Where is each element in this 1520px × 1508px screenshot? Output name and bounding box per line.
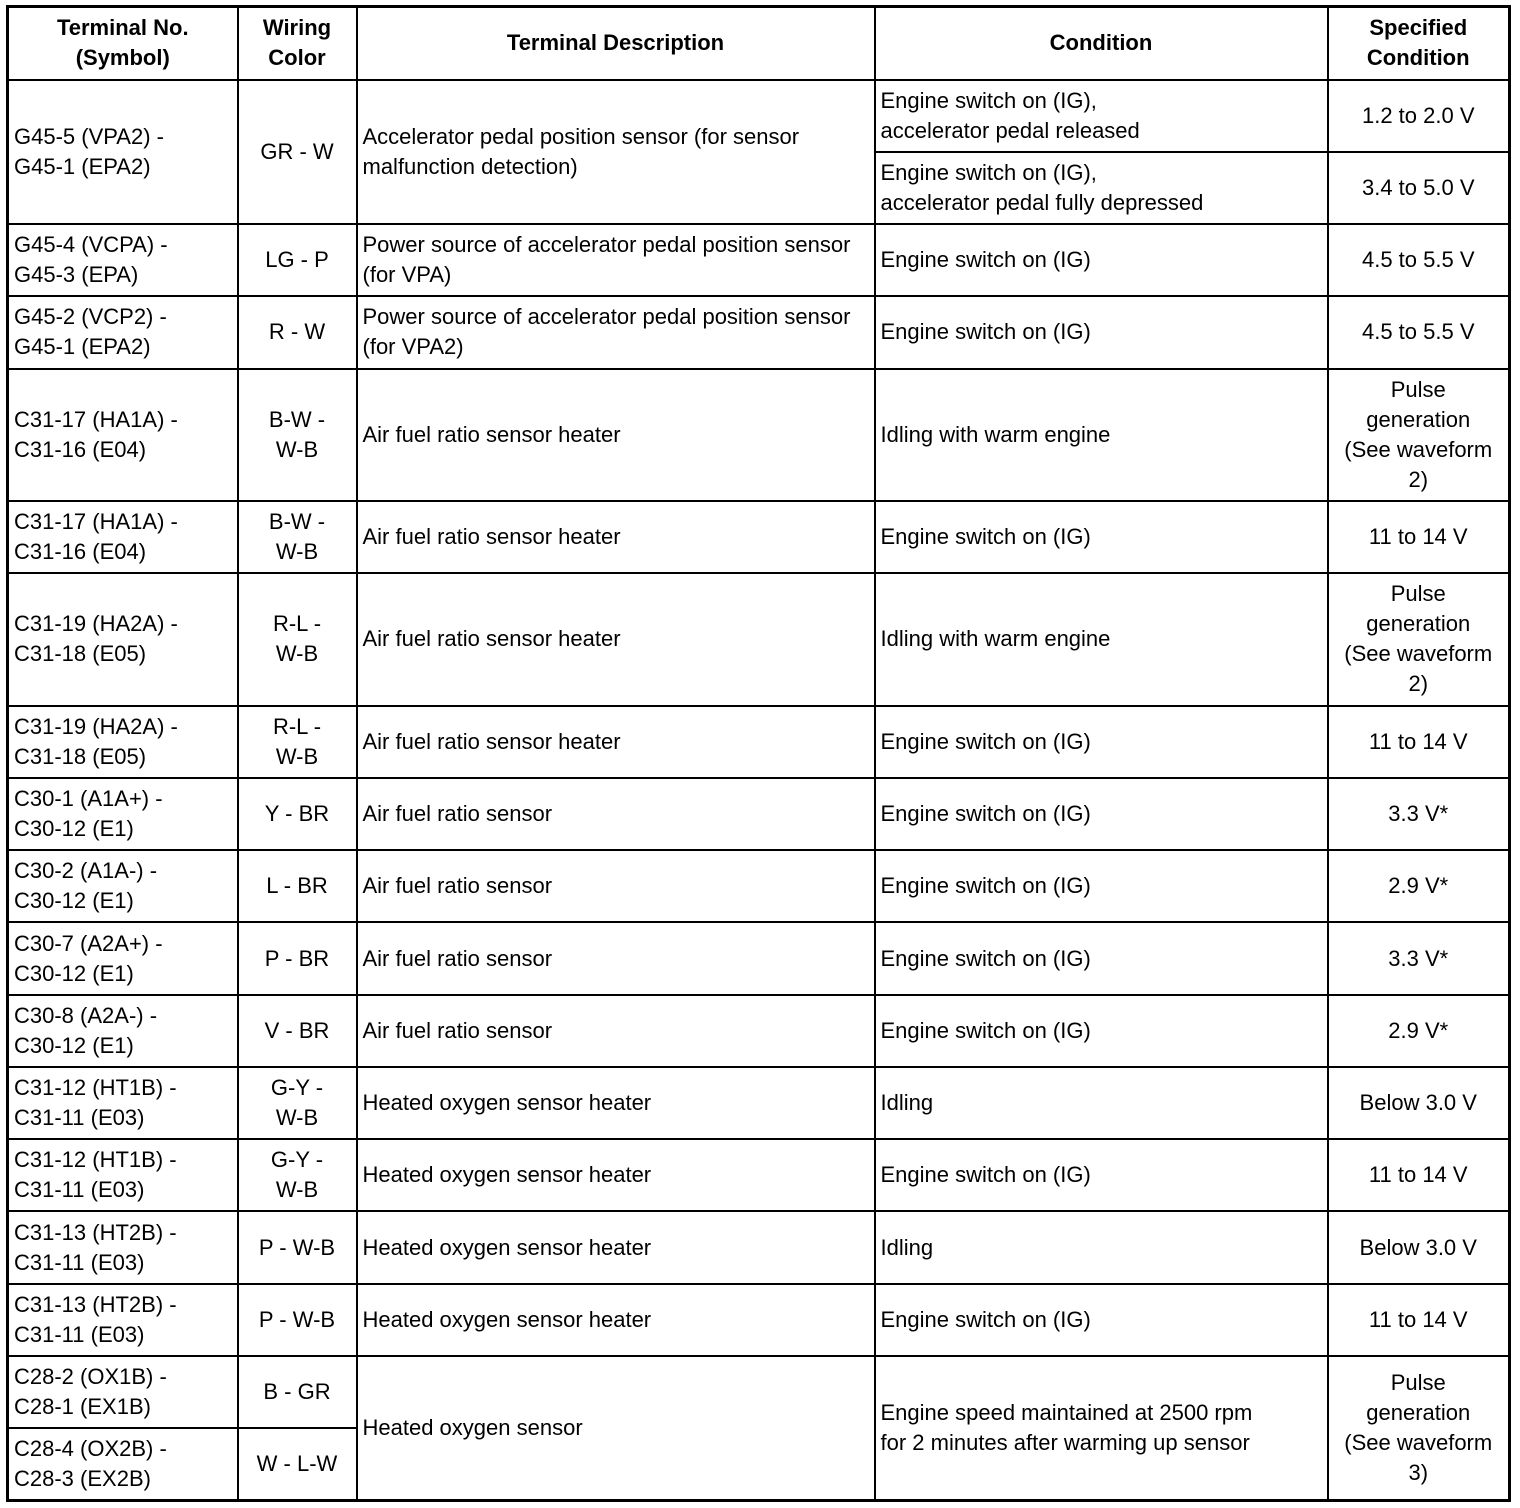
wiring-cell: P - W-B [238, 1211, 357, 1283]
condition-cell: Engine switch on (IG) [875, 995, 1328, 1067]
terminal-cell: C31-12 (HT1B) - C31-11 (E03) [8, 1067, 238, 1139]
description-cell: Air fuel ratio sensor [357, 778, 875, 850]
wiring-cell: R-L - W-B [238, 573, 357, 705]
condition-cell: Engine switch on (IG) [875, 1139, 1328, 1211]
specified-cell: 2.9 V* [1328, 995, 1510, 1067]
description-cell: Heated oxygen sensor heater [357, 1139, 875, 1211]
description-cell: Air fuel ratio sensor heater [357, 706, 875, 778]
specified-cell: 3.4 to 5.0 V [1328, 152, 1510, 224]
wiring-cell: V - BR [238, 995, 357, 1067]
description-cell: Power source of accelerator pedal position sensor (for VPA2) [357, 296, 875, 368]
terminal-cell: C31-19 (HA2A) - C31-18 (E05) [8, 573, 238, 705]
header-row [8, 7, 1510, 80]
terminal-cell: G45-5 (VPA2) - G45-1 (EPA2) [8, 80, 238, 225]
condition-cell: Engine switch on (IG) [875, 224, 1328, 296]
condition-cell: Engine switch on (IG) [875, 778, 1328, 850]
specified-cell: 11 to 14 V [1328, 1284, 1510, 1356]
terminal-cell: G45-4 (VCPA) - G45-3 (EPA) [8, 224, 238, 296]
table-row [8, 706, 1510, 778]
table-row [8, 296, 1510, 368]
table-row [8, 501, 1510, 573]
specified-cell: 4.5 to 5.5 V [1328, 296, 1510, 368]
specified-cell: 3.3 V* [1328, 778, 1510, 850]
table-row [8, 573, 1510, 705]
table-row [8, 224, 1510, 296]
condition-cell: Idling with warm engine [875, 573, 1328, 705]
terminal-cell: C31-13 (HT2B) - C31-11 (E03) [8, 1211, 238, 1283]
terminal-cell: C30-2 (A1A-) - C30-12 (E1) [8, 850, 238, 922]
condition-cell: Engine switch on (IG), accelerator pedal fully depressed [875, 152, 1328, 224]
condition-cell: Engine switch on (IG), accelerator pedal released [875, 80, 1328, 152]
table-row [8, 80, 1510, 152]
table-row [8, 922, 1510, 994]
terminal-cell: C31-17 (HA1A) - C31-16 (E04) [8, 501, 238, 573]
wiring-cell: G-Y - W-B [238, 1139, 357, 1211]
specified-cell: 4.5 to 5.5 V [1328, 224, 1510, 296]
condition-cell: Engine switch on (IG) [875, 850, 1328, 922]
table-row [8, 1356, 1510, 1428]
table-row [8, 1211, 1510, 1283]
wiring-cell: R - W [238, 296, 357, 368]
header-terminal: Terminal No. (Symbol) [8, 7, 238, 80]
specified-cell: 11 to 14 V [1328, 1139, 1510, 1211]
wiring-cell: Y - BR [238, 778, 357, 850]
table-row [8, 369, 1510, 501]
table-row [8, 850, 1510, 922]
description-cell: Air fuel ratio sensor heater [357, 573, 875, 705]
condition-cell: Engine switch on (IG) [875, 922, 1328, 994]
wiring-cell: R-L - W-B [238, 706, 357, 778]
specified-cell: 11 to 14 V [1328, 501, 1510, 573]
terminal-cell: C30-1 (A1A+) - C30-12 (E1) [8, 778, 238, 850]
terminal-cell: C31-19 (HA2A) - C31-18 (E05) [8, 706, 238, 778]
condition-cell: Idling with warm engine [875, 369, 1328, 501]
specified-cell: 11 to 14 V [1328, 706, 1510, 778]
terminal-cell: C31-13 (HT2B) - C31-11 (E03) [8, 1284, 238, 1356]
wiring-cell: B-W - W-B [238, 369, 357, 501]
condition-cell: Engine switch on (IG) [875, 501, 1328, 573]
condition-cell: Engine speed maintained at 2500 rpm for 2 minutes after warming up sensor [875, 1356, 1328, 1501]
description-cell: Accelerator pedal position sensor (for sensor malfunction detection) [357, 80, 875, 225]
wiring-cell: L - BR [238, 850, 357, 922]
header-terminal-description: Terminal Description [357, 7, 875, 80]
specified-cell: 1.2 to 2.0 V [1328, 80, 1510, 152]
wiring-cell: B-W - W-B [238, 501, 357, 573]
wiring-cell: W - L-W [238, 1428, 357, 1500]
wiring-cell: GR - W [238, 80, 357, 225]
condition-cell: Engine switch on (IG) [875, 1284, 1328, 1356]
header-condition: Condition [875, 7, 1328, 80]
specified-cell: Pulse generation (See waveform 2) [1328, 573, 1510, 705]
wiring-cell: G-Y - W-B [238, 1067, 357, 1139]
header-wiring-color: Wiring Color [238, 7, 357, 80]
specified-cell: Pulse generation (See waveform 2) [1328, 369, 1510, 501]
wiring-cell: LG - P [238, 224, 357, 296]
wiring-cell: P - BR [238, 922, 357, 994]
wiring-cell: B - GR [238, 1356, 357, 1428]
header-specified-condition: Specified Condition [1328, 7, 1510, 80]
description-cell: Air fuel ratio sensor [357, 922, 875, 994]
condition-cell: Engine switch on (IG) [875, 706, 1328, 778]
table-row [8, 1067, 1510, 1139]
condition-cell: Engine switch on (IG) [875, 296, 1328, 368]
description-cell: Heated oxygen sensor heater [357, 1211, 875, 1283]
wiring-cell: P - W-B [238, 1284, 357, 1356]
specified-cell: Below 3.0 V [1328, 1211, 1510, 1283]
specified-cell: Below 3.0 V [1328, 1067, 1510, 1139]
terminal-spec-table [6, 5, 1511, 1502]
description-cell: Air fuel ratio sensor heater [357, 369, 875, 501]
specified-cell: Pulse generation (See waveform 3) [1328, 1356, 1510, 1501]
terminal-cell: C31-12 (HT1B) - C31-11 (E03) [8, 1139, 238, 1211]
condition-cell: Idling [875, 1067, 1328, 1139]
description-cell: Air fuel ratio sensor [357, 850, 875, 922]
specified-cell: 2.9 V* [1328, 850, 1510, 922]
description-cell: Heated oxygen sensor [357, 1356, 875, 1501]
specified-cell: 3.3 V* [1328, 922, 1510, 994]
terminal-cell: C31-17 (HA1A) - C31-16 (E04) [8, 369, 238, 501]
description-cell: Air fuel ratio sensor heater [357, 501, 875, 573]
terminal-cell: C28-2 (OX1B) - C28-1 (EX1B) [8, 1356, 238, 1428]
terminal-cell: C30-7 (A2A+) - C30-12 (E1) [8, 922, 238, 994]
table-row [8, 1284, 1510, 1356]
description-cell: Heated oxygen sensor heater [357, 1284, 875, 1356]
terminal-cell: G45-2 (VCP2) - G45-1 (EPA2) [8, 296, 238, 368]
table-row [8, 778, 1510, 850]
terminal-cell: C30-8 (A2A-) - C30-12 (E1) [8, 995, 238, 1067]
table-row [8, 995, 1510, 1067]
terminal-cell: C28-4 (OX2B) - C28-3 (EX2B) [8, 1428, 238, 1500]
condition-cell: Idling [875, 1211, 1328, 1283]
description-cell: Air fuel ratio sensor [357, 995, 875, 1067]
table-row [8, 1139, 1510, 1211]
description-cell: Heated oxygen sensor heater [357, 1067, 875, 1139]
description-cell: Power source of accelerator pedal position sensor (for VPA) [357, 224, 875, 296]
